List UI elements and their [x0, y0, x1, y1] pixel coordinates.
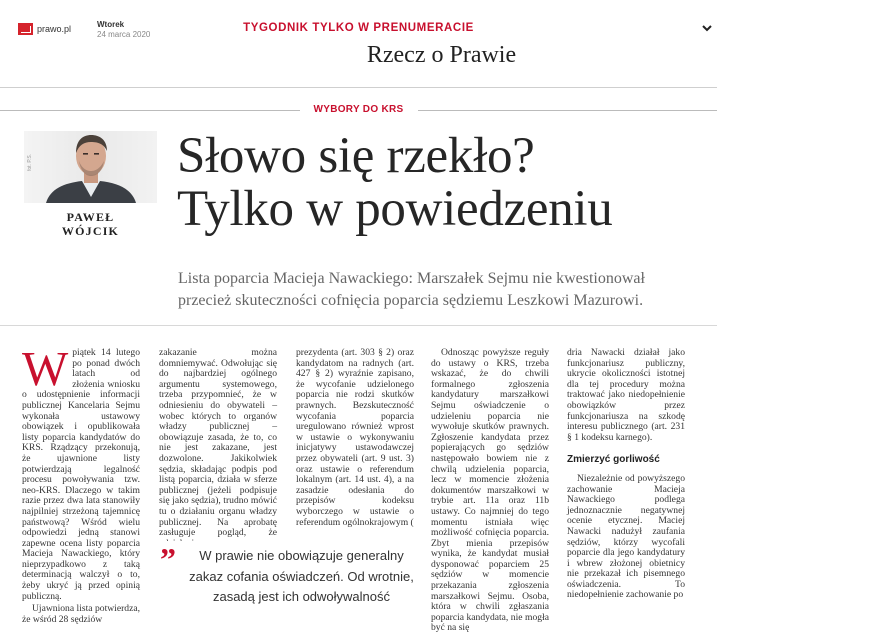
- divider: [0, 325, 717, 326]
- paragraph: prezydenta (art. 303 § 2) oraz kandydatom na radnych (art. 427 § 2) wyraźnie zapisano, że wycofanie udzielonego poparcia nie rodzi skutków prawnych. Bezskuteczność wycofania poparcia uregulowano również wprost w ustawie o wykonywaniu inicjatywy ustawodawczej przez obywateli (art. 9 ust. 3) oraz ustawie o referendum lokalnym (art. 14 ust. 4), a na zasadzie odesłania do przepisów kodeksu wyborczego w ustawie o referendum ogólnokrajowym (: [296, 347, 414, 528]
- section-tag: WYBORY DO KRS: [313, 104, 404, 115]
- paragraph: zakazanie można domniemywać. Odwołując się do najbardziej ogólnego argumentu systemowego, trzeba przypomnieć, że w odniesieniu do obywateli – wobec których to organów władzy publicznej – obowiązuje zasada, że to, co nie jest zakazane, jest dozwolone. Jakikolwiek sędzia, składając podpis pod listą poparcia, działa w sferze publicznej (jeżeli podpisuje się jako sędzia), trudno mówić tu o działaniu organu władzy publicznej. Na aprobatę zasługuje pogląd, że: [159, 347, 277, 539]
- photo-credit: fot. P.S.: [27, 153, 33, 171]
- issue-date-text: 24 marca 2020: [97, 30, 151, 39]
- chevron-down-icon[interactable]: [701, 22, 713, 34]
- article-column-2: [159, 348, 277, 538]
- article-title-line2: Tylko w powiedzeniu: [177, 181, 613, 237]
- article-column-5: [567, 348, 685, 610]
- article-column-3: [296, 348, 414, 538]
- author-first-name: PAWEŁ: [66, 210, 115, 224]
- quote-mark-icon: ”: [160, 541, 176, 577]
- pull-quote-text: W prawie nie obowiązuje generalny zakaz cofania oświadczeń. Od wrotnie, zasadą jest ich odwoływalność: [189, 548, 414, 604]
- pull-quote: [157, 541, 427, 610]
- subscription-kicker: TYGODNIK TYLKO W PRENUMERACIE: [243, 22, 474, 34]
- author-last-name: WÓJCIK: [61, 224, 120, 238]
- article-title-line1: Słowo się rzekło?: [177, 128, 535, 184]
- article-column-4: [431, 347, 549, 634]
- paragraph: Ujawniona lista potwierdza, że wśród 28 sędziów: [22, 603, 140, 625]
- paragraph: Niezależnie od powyższego zachowanie Macieja Nawackiego podlega jednoznacznie negatywnej ocenie etycznej. Maciej Nawacki nadużył zaufania sędziów, którzy wycofali poparcie dla jego kandydatury i wbrew złożonej obietnicy nie przekazał ich pisemnego oświadczenia. To niedopełnienie zachowanie po: [567, 472, 685, 601]
- paragraph-text: piątek 14 lutego po ponad dwóch latach od złożenia wniosku o udostępnienie informacji publicznej Kancelaria Sejmu wykonała ustawowy obowiązek i opublikowała listy poparcia kandydatów do KRS. Rządzący przekonują, że ujawnione listy potwierdzają legalność procesu powoływania tzw. neo-KRS. Dlaczego w takim razie przez dwa lata stanowiły najpilniej strzeżoną tajemnicę państwową? Wśród wielu odpowiedzi jedną stanowi zapewne ocena listy poparcia Macieja Nawackiego, który nieprzypadkowo z taką determinacją walczył o to, żeby ukryć ją przed opinią publiczną.: [22, 347, 140, 602]
- article-title: [177, 130, 612, 236]
- paragraph: [22, 341, 140, 602]
- paragraph: dria Nawacki działał jako funkcjonariusz publiczny, ukrycie okoliczności istotnej dla tej procedury można traktować jako niedopełnienie obowiązków przez funkcjonariusza na szkodę interesu publicznego (art. 231 § 1 kodeksu karnego).: [567, 347, 685, 443]
- article-column-1: [22, 341, 140, 625]
- paragraph: Odnosząc powyższe reguły do ustawy o KRS, trzeba wskazać, że do chwili formalnego zgłoszenia kandydatury marszałkowi Sejmu oświadczenie o udzieleniu poparcia nie wywołuje skutków prawnych. Zgłoszenie kandydata przez popierających go sędziów następowało bowiem nie z chwilą udzielenia poparcia, lecz w momencie złożenia dokumentów marszałkowi w trybie art. 11a oraz 11b ustawy. Co najmniej do tego momentu istniała więc możliwość cofnięcia poparcia. Zbyt mienia przepisów wynika, że kandydat musiał dysponować poparciem 25 sędziów w momencie przekazania zgłoszenia marszałkowi Sejmu. Osoba, która w chwili zgłaszania poparcia kandydata, nie mogła być na się: [431, 347, 549, 634]
- drop-cap: W: [22, 341, 69, 396]
- article-lead: Lista poparcia Macieja Nawackiego: Marszałek Sejmu nie kwestionował przecież skuteczności cofnięcia poparcia sędziemu Leszkowi Mazurowi.: [178, 270, 645, 309]
- author-name[interactable]: [24, 210, 157, 238]
- subheading: Zmierzyć gorliwość: [567, 454, 660, 466]
- author-photo: [24, 131, 157, 203]
- section-title: Rzecz o Prawie: [366, 42, 517, 68]
- issue-day: Wtorek: [97, 20, 125, 29]
- logo-text: prawo.pl: [37, 24, 72, 34]
- top-bar: [0, 0, 717, 88]
